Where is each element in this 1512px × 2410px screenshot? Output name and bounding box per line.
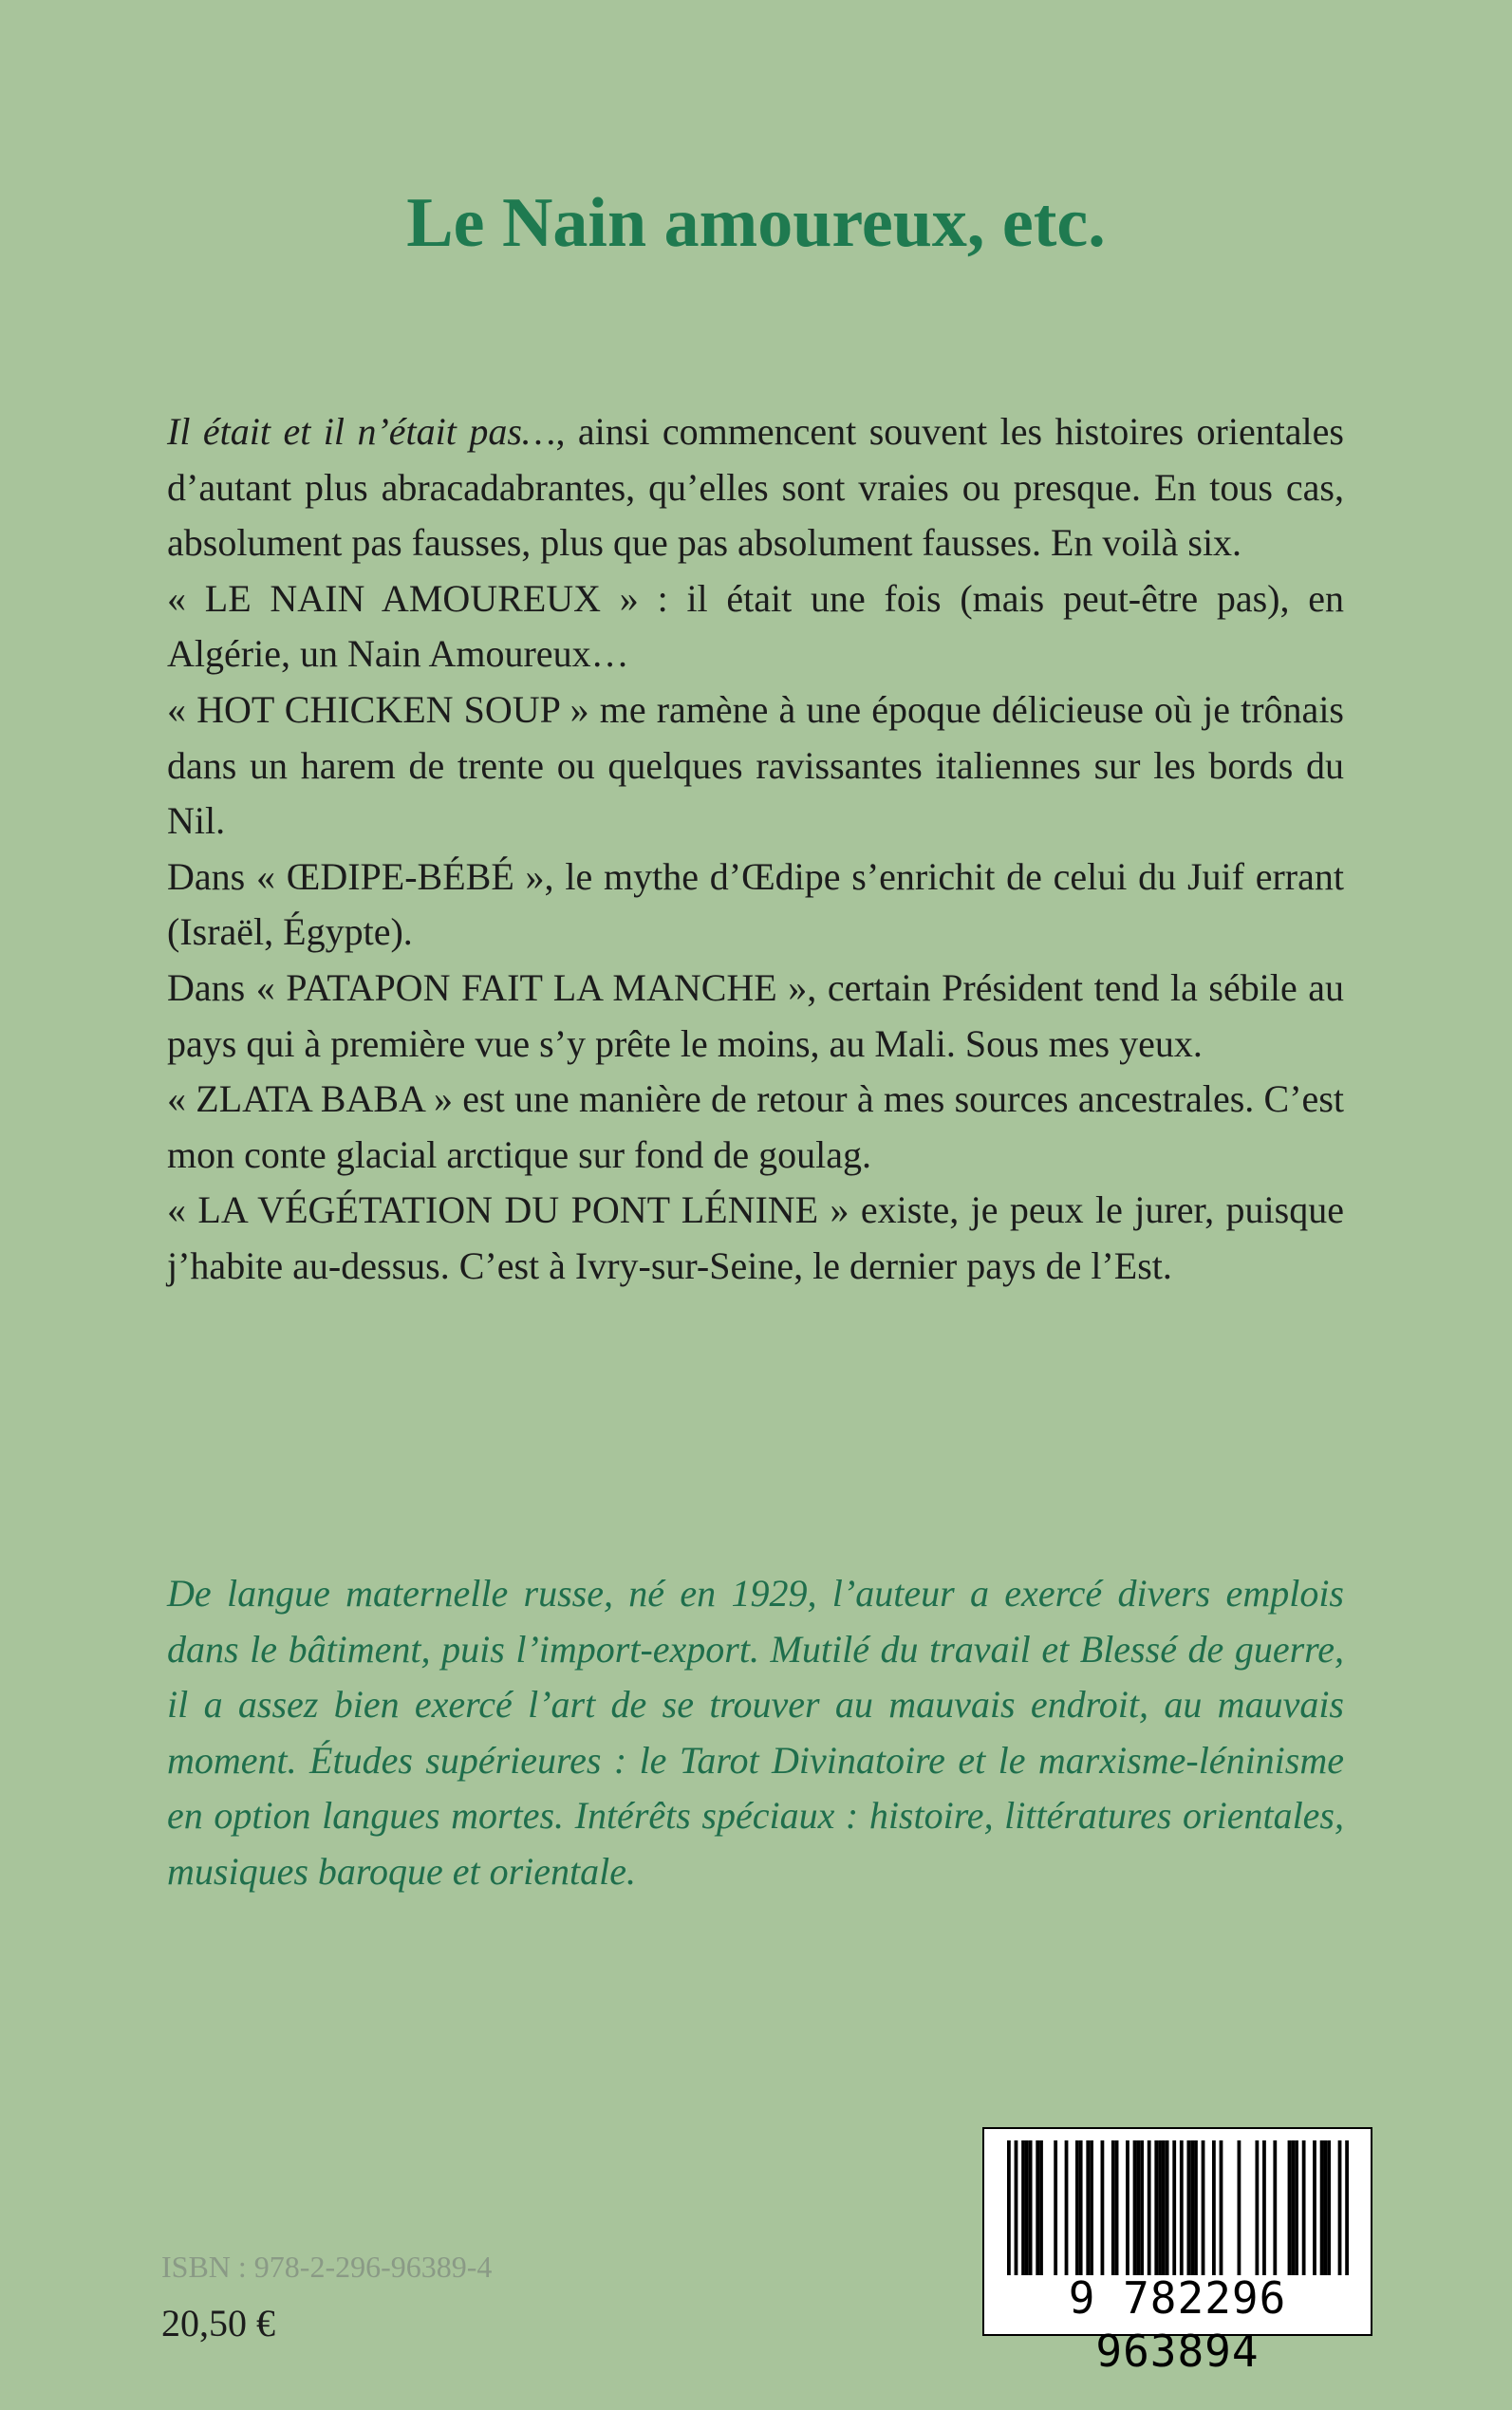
book-title: Le Nain amoureux, etc. <box>406 184 1106 262</box>
barcode-bar <box>1338 2140 1342 2275</box>
barcode-bar <box>1166 2140 1169 2275</box>
barcode-bar <box>1101 2140 1105 2275</box>
barcode-bar <box>1291 2140 1295 2275</box>
barcode-bar <box>1327 2140 1331 2275</box>
isbn-label: ISBN : 978-2-296-96389-4 <box>161 2250 493 2284</box>
barcode-bar <box>1021 2140 1025 2275</box>
barcode-bar <box>1186 2140 1190 2275</box>
barcode-bar <box>1039 2140 1043 2275</box>
barcode-bar <box>1133 2140 1137 2275</box>
barcode-bar <box>1345 2140 1349 2275</box>
barcode-bar <box>1320 2140 1324 2275</box>
summary-paragraph-soup: « HOT CHICKEN SOUP » me ramène à une époque délicieuse où je trônais dans un harem de trente ou quelques ravissantes italiennes sur les bords du Nil. <box>167 687 1344 843</box>
summary-paragraph-zlata: « ZLATA BABA » est une manière de retour à mes sources ancestrales. C’est mon conte glacial arctique sur fond de goulag. <box>167 1077 1344 1176</box>
barcode-bar <box>1065 2140 1069 2275</box>
barcode-bar <box>1313 2140 1316 2275</box>
barcode-bar <box>1007 2140 1011 2275</box>
barcode-bar <box>1202 2140 1205 2275</box>
barcode-bar <box>1180 2140 1184 2275</box>
barcode-bar <box>1255 2140 1259 2275</box>
barcode-bar <box>1323 2140 1327 2275</box>
barcode-bar <box>1154 2140 1158 2275</box>
barcode-bar <box>1162 2140 1166 2275</box>
barcode-bar <box>1086 2140 1090 2275</box>
barcode-bar <box>1126 2140 1129 2275</box>
barcode-bar <box>1111 2140 1115 2275</box>
barcode-bar <box>1090 2140 1093 2275</box>
barcode <box>982 2127 1372 2377</box>
barcode-bar <box>1273 2140 1277 2275</box>
barcode-bar <box>1036 2140 1039 2275</box>
price-label: 20,50 € <box>161 2302 275 2345</box>
summary-paragraph-oedipe: Dans « ŒDIPE-BÉBÉ », le mythe d’Œdipe s’enrichit de celui du Juif errant (Israël, Égypte). <box>167 854 1344 954</box>
barcode-bar <box>1075 2140 1079 2275</box>
summary-paragraph-patapon: Dans « PATAPON FAIT LA MANCHE », certain Président tend la sébile au pays qui à première vue s’y prête le moins, au Mali. Sous mes yeux. <box>167 965 1344 1065</box>
barcode-bar <box>1172 2140 1176 2275</box>
barcode-bar <box>1238 2140 1241 2275</box>
barcode-bar <box>1015 2140 1018 2275</box>
author-bio: De langue maternelle russe, né en 1929, l’auteur a exercé divers emplois dans le bâtiment, puis l’import-export. Mutilé du travail et Blessé de guerre, il a assez bien exercé l’art de se trouver au mauvais endroit, au mauvais moment. Études supérieures : le Tarot Divinatoire et le marxisme-léninisme en option langues mortes. Intérêts spéciaux : histoire, littératures orientales, musiques baroque et orientale. <box>167 1572 1344 1893</box>
barcode-bar <box>1136 2140 1140 2275</box>
barcode-bar <box>1262 2140 1266 2275</box>
summary-text <box>167 404 1344 1295</box>
barcode-bars-icon <box>1007 2140 1349 2275</box>
barcode-digits: 9 782296 963894 <box>1068 2272 1287 2377</box>
barcode-bar <box>1140 2140 1144 2275</box>
summary-intro-rest: , ainsi commencent souvent les histoires orientales d’autant plus abracadabrantes, qu’elles sont vraies ou presque. En tous cas, absolument pas fausses, plus que pas absolument fausses. En voilà six. <box>167 410 1344 565</box>
barcode-bar <box>1190 2140 1194 2275</box>
barcode-bar <box>1158 2140 1162 2275</box>
barcode-bar <box>1295 2140 1298 2275</box>
barcode-bar <box>1288 2140 1292 2275</box>
barcode-bar <box>1054 2140 1057 2275</box>
barcode-bar <box>1220 2140 1223 2275</box>
barcode-bar <box>1079 2140 1083 2275</box>
summary-paragraph-lenine: « LA VÉGÉTATION DU PONT LÉNINE » existe, je peux le jurer, puisque j’habite au-dessus. C’est à Ivry-sur-Seine, le dernier pays de l’Est. <box>167 1188 1344 1287</box>
barcode-bar <box>1148 2140 1151 2275</box>
barcode-bar <box>1029 2140 1033 2275</box>
barcode-bar <box>1212 2140 1216 2275</box>
barcode-bar <box>1115 2140 1119 2275</box>
barcode-bar <box>1025 2140 1029 2275</box>
barcode-bar <box>1194 2140 1198 2275</box>
barcode-bar <box>1302 2140 1306 2275</box>
summary-paragraph-intro <box>167 404 1344 571</box>
summary-intro-italic: Il était et il n’était pas… <box>167 410 556 453</box>
summary-paragraph-nain: « LE NAIN AMOUREUX » : il était une fois (mais peut-être pas), en Algérie, un Nain Amoureux… <box>167 576 1344 676</box>
